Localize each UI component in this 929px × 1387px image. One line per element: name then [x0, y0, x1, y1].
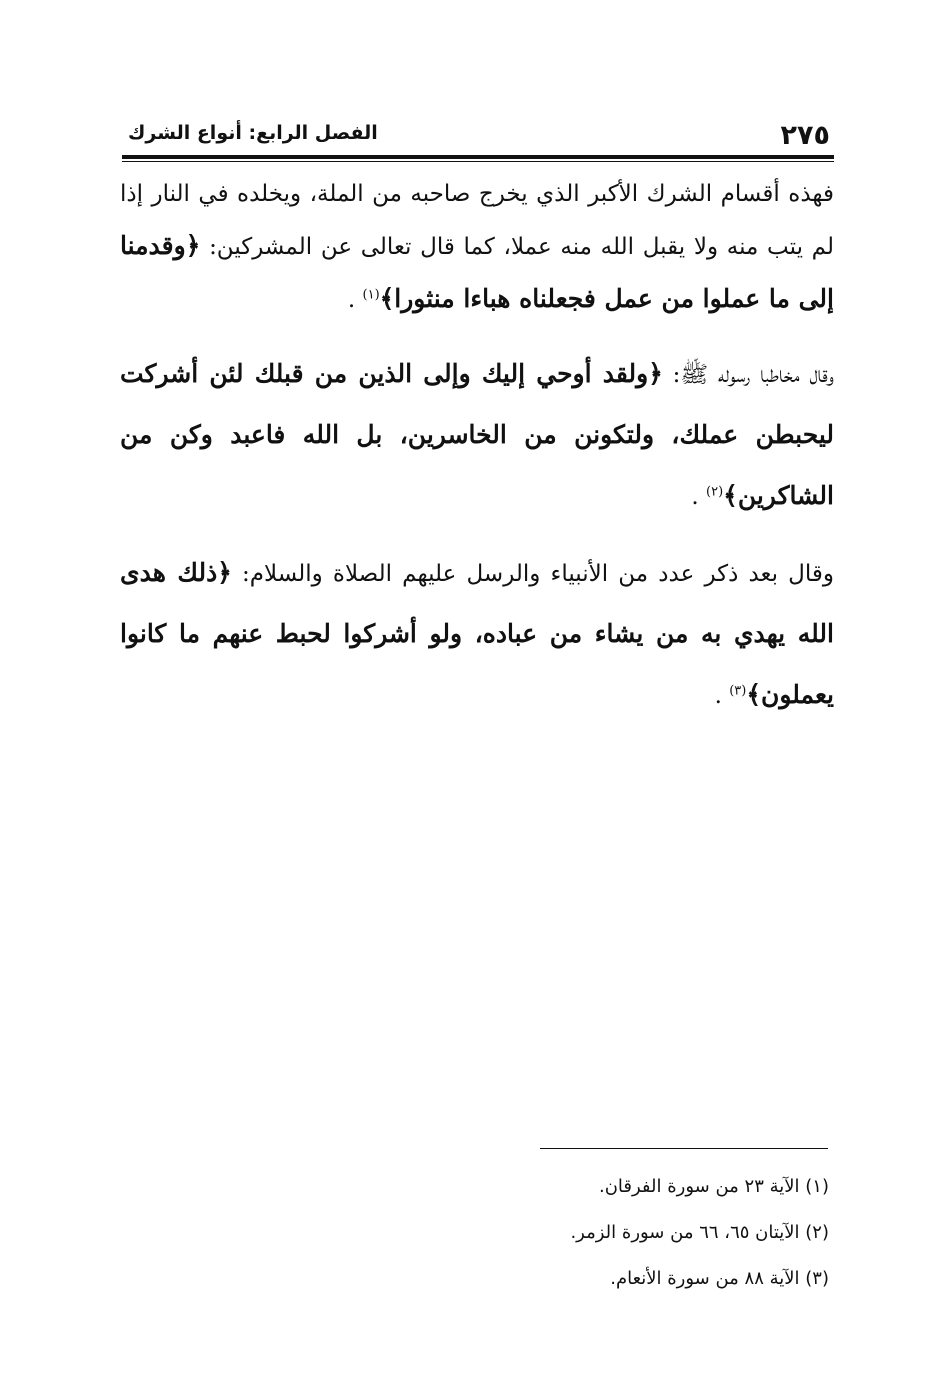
paragraph-3-end: .: [714, 683, 722, 709]
page-header: [122, 118, 834, 154]
footnote-1: (١) الآية ٢٣ من سورة الفرقان.: [598, 1176, 829, 1197]
footnote-separator: [540, 1148, 828, 1149]
quran-verse-2: ﴿ولقد أوحي إليك وإلى الذين من قبلك لئن أشركت ليحبطن عملك، ولتكونن من الخاسرين، بل الله فاعبد وكن من الشاكرين﴾: [120, 359, 834, 510]
paragraph-1-text: فهذه أقسام الشرك الأكبر الذي يخرج صاحبه من الملة، ويخلده في النار إذا لم يتب منه ولا يقبل الله منه عملا، كما قال تعالى عن المشركين:: [120, 181, 834, 260]
chapter-title: الفصل الرابع: أنواع الشرك: [128, 122, 378, 144]
footnote-ref-2: (٢): [706, 484, 724, 500]
paragraph-2: [120, 344, 834, 527]
header-rule-thick: [122, 155, 834, 159]
footnote-3: (٣) الآية ٨٨ من سورة الأنعام.: [610, 1268, 829, 1289]
paragraph-3-text: وقال بعد ذكر عدد من الأنبياء والرسل عليهم الصلاة والسلام:: [231, 561, 835, 587]
paragraph-1: [120, 168, 834, 326]
footnotes: [229, 1164, 829, 1302]
paragraph-3: [120, 543, 834, 726]
paragraph-2-end: .: [691, 484, 699, 510]
paragraph-1-end: .: [347, 287, 356, 313]
page-number: ٢٧٥: [780, 120, 830, 151]
quran-verse-3: ﴿ذلك هدى الله يهدي به من يشاء من عباده، ولو أشركوا لحبط عنهم ما كانوا يعملون﴾: [120, 558, 834, 709]
header-rule-thin: [122, 161, 834, 162]
footnote-ref-3: (٣): [729, 683, 747, 699]
footnote-ref-1: (١): [362, 287, 380, 303]
paragraph-2-text: وقال مخاطبا رسوله ﷺ:: [662, 362, 834, 388]
body-text: [120, 168, 834, 726]
footnote-2: (٢) الآيتان ٦٥، ٦٦ من سورة الزمر.: [570, 1222, 829, 1243]
quran-verse-1: ﴿وقدمنا إلى ما عملوا من عمل فجعلناه هباءا منثورا﴾: [120, 231, 834, 313]
